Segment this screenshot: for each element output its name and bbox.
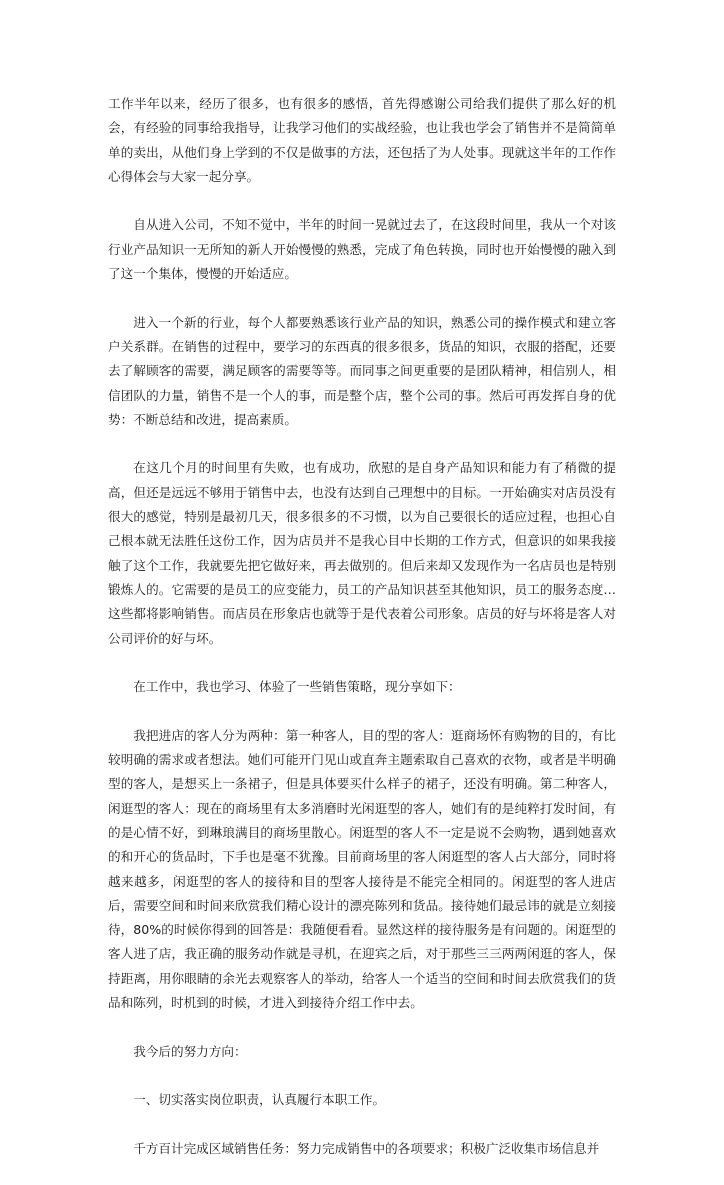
paragraph-strategy-intro: 在工作中，我也学习、体验了一些销售策略，现分享如下： [133, 679, 461, 695]
paragraph-customer-types: 我把进店的客人分为两种：第一种客人，目的型的客人：逛商场怀有购物的目的，有比较明确的需求或者想法。她们可能开门见山或直奔主题索取自己喜欢的衣物，或者是半明确型的客人，是想买上一条裙子，但是具体要买什么样子的裙子，还没有明确。第二种客人，闲逛型的客人：现在的商场里有太多消磨时光闲逛型的客人，她们有的是纯粹打发时间，有的是心情不好，到琳琅满目的商场里散心。闲逛型的客人不一定是说不会购物，遇到她喜欢的和开心的货品时，下手也是毫不犹豫。目前商场里的客人闲逛型的客人占大部分，同时将越来越多，闲逛型的客人的接待和目的型客人接待是不能完全相同的。闲逛型的客人进店后，需要空间和时间来欣赏我们精心设计的漂亮陈列和货品。接待她们最忌讳的就是立刻接待，80%的时候你得到的回答是：我随便看看。显然这样的接待服务是有问题的。闲逛型的客人进了店，我正确的服务动作就是寻机，在迎宾之后，对于那些三三两两闲逛的客人，保持距离，用你眼睛的余光去观察客人的举动，给客人一个适当的空间和时间去欣赏我们的货品和陈列，时机到的时候，才进入到接待介绍工作中去。 [108, 727, 616, 1010]
paragraph-future-direction: 我今后的努力方向： [133, 1043, 247, 1059]
paragraph-experience: 在这几个月的时间里有失败，也有成功，欣慰的是自身产品知识和能力有了稍微的提高，但还是远远不够用于销售中去，也没有达到自己理想中的目标。一开始确实对店员没有很大的感觉，特别是最初几天，很多很多的不习惯，以为自己要很长的适应过程，也担心自己根本就无法胜任这份工作，因为店员并不是我心目中长期的工作方式，但意识的如果我接触了这个工作，我就要先把它做好来，再去做别的。但后来却又发现作为一名店员也是特别锻炼人的。它需要的是员工的应变能力，员工的产品知识甚至其他知识，员工的服务态度…这些都将影响销售。而店员在形象店也就等于是代表着公司形象。店员的好与坏将是客人对公司评价的好与坏。 [108, 460, 616, 646]
paragraph-intro: 工作半年以来，经历了很多，也有很多的感悟，首先得感谢公司给我们提供了那么好的机会，有经验的同事给我指导，让我学习他们的实战经验，也让我也学会了销售并不是简简单单的卖出，从他们身上学到的不仅是做事的方法，还包括了为人处事。现就这半年的工作作心得体会与大家一起分享。 [108, 96, 616, 184]
paragraph-section-one: 一、切实落实岗位职责，认真履行本职工作。 [133, 1092, 386, 1108]
document-page [108, 92, 616, 1185]
paragraph-sales-task: 千方百计完成区域销售任务：努力完成销售中的各项要求；积极广泛收集市场信息并 [133, 1140, 600, 1156]
paragraph-joining: 自从进入公司，不知不觉中，半年的时间一晃就过去了，在这段时间里，我从一个对该行业产品知识一无所知的新人开始慢慢的熟悉，完成了角色转换，同时也开始慢慢的融入到了这一个集体，慢慢的开始适应。 [108, 217, 616, 282]
paragraph-new-industry: 进入一个新的行业，每个人都要熟悉该行业产品的知识，熟悉公司的操作模式和建立客户关系群。在销售的过程中，要学习的东西真的很多很多，货品的知识，衣服的搭配，还要去了解顾客的需要，满足顾客的需要等等。而同事之间更重要的是团队精神，相信别人，相信团队的力量，销售不是一个人的事，而是整个店，整个公司的事。然后可再发挥自身的优势：不断总结和改进，提高素质。 [108, 314, 616, 427]
